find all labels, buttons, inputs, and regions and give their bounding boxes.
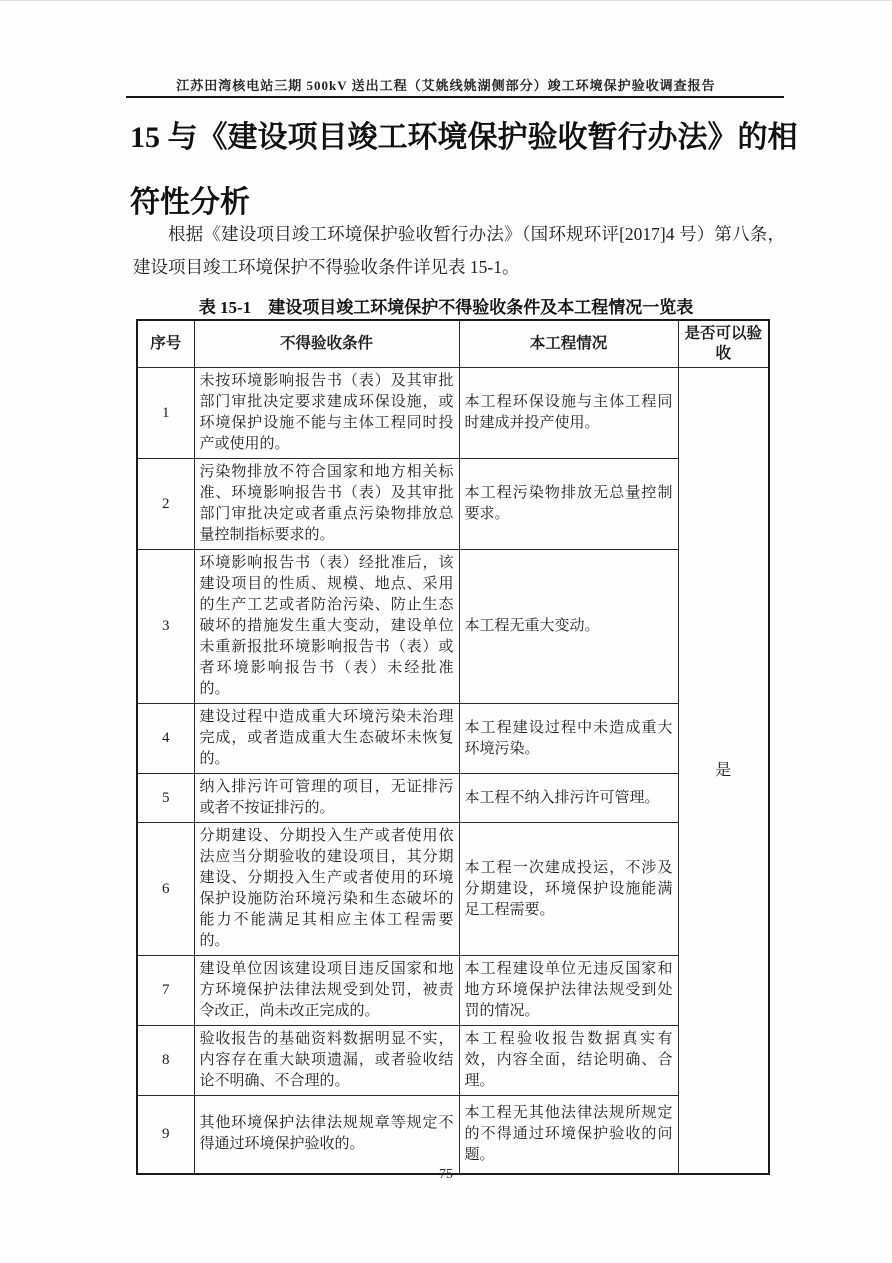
compliance-table	[136, 319, 770, 1175]
page-title: 15 与《建设项目竣工环境保护验收暂行办法》的相符性分析	[130, 121, 798, 219]
col-header-verdict: 是否可以验收	[678, 320, 769, 368]
condition-cell: 未按环境影响报告书（表）及其审批部门审批决定要求建成环保设施，或环境保护设施不能与主体工程同时投产或使用的。	[194, 368, 459, 459]
row-number: 1	[137, 368, 194, 459]
situation-cell: 本工程污染物排放无总量控制要求。	[459, 459, 678, 550]
row-number: 6	[137, 823, 194, 956]
condition-cell: 纳入排污许可管理的项目，无证排污或者不按证排污的。	[194, 774, 459, 823]
row-number: 3	[137, 550, 194, 704]
col-header-situation: 本工程情况	[459, 320, 678, 368]
condition-cell: 验收报告的基础资料数据明显不实，内容存在重大缺项遗漏，或者验收结论不明确、不合理的。	[194, 1026, 459, 1096]
situation-cell: 本工程无其他法律法规所规定的不得通过环境保护验收的问题。	[459, 1096, 678, 1174]
situation-cell: 本工程建设过程中未造成重大环境污染。	[459, 704, 678, 774]
row-number: 8	[137, 1026, 194, 1096]
condition-cell: 环境影响报告书（表）经批准后，该建设项目的性质、规模、地点、采用的生产工艺或者防治污染、防止生态破坏的措施发生重大变动，建设单位未重新报批环境影响报告书（表）或者环境影响报告书（表）未经批准的。	[194, 550, 459, 704]
situation-cell: 本工程无重大变动。	[459, 550, 678, 704]
condition-cell: 建设过程中造成重大环境污染未治理完成，或者造成重大生态破坏未恢复的。	[194, 704, 459, 774]
table-row	[137, 774, 769, 823]
situation-cell: 本工程建设单位无违反国家和地方环境保护法律法规受到处罚的情况。	[459, 956, 678, 1026]
condition-cell: 分期建设、分期投入生产或者使用依法应当分期验收的建设项目，其分期建设、分期投入生产或者使用的环境保护设施防治环境污染和生态破坏的能力不能满足其相应主体工程需要的。	[194, 823, 459, 956]
col-header-condition: 不得验收条件	[194, 320, 459, 368]
row-number: 5	[137, 774, 194, 823]
table-caption: 表 15-1 建设项目竣工环境保护不得验收条件及本工程情况一览表	[198, 298, 694, 317]
row-number: 7	[137, 956, 194, 1026]
table-row	[137, 1096, 769, 1174]
running-header: 江苏田湾核电站三期 500kV 送出工程（艾姚线姚湖侧部分）竣工环境保护验收调查报告	[176, 78, 716, 93]
situation-cell: 本工程一次建成投运，不涉及分期建设，环境保护设施能满足工程需要。	[459, 823, 678, 956]
situation-cell: 本工程环保设施与主体工程同时建成并投产使用。	[459, 368, 678, 459]
condition-cell: 其他环境保护法律法规规章等规定不得通过环境保护验收的。	[194, 1096, 459, 1174]
condition-cell: 污染物排放不符合国家和地方相关标准、环境影响报告书（表）及其审批部门审批决定或者重点污染物排放总量控制指标要求的。	[194, 459, 459, 550]
situation-cell: 本工程验收报告数据真实有效，内容全面，结论明确、合理。	[459, 1026, 678, 1096]
col-header-index: 序号	[137, 320, 194, 368]
table-row	[137, 1026, 769, 1096]
table-row	[137, 550, 769, 704]
row-number: 2	[137, 459, 194, 550]
verdict-cell: 是	[678, 368, 769, 1174]
situation-cell: 本工程不纳入排污许可管理。	[459, 774, 678, 823]
intro-paragraph: 根据《建设项目竣工环境保护验收暂行办法》（国环规环评[2017]4 号）第八条，建设项目竣工环境保护不得验收条件详见表 15-1。	[133, 224, 785, 277]
table-row	[137, 956, 769, 1026]
table-row	[137, 368, 769, 459]
condition-cell: 建设单位因该建设项目违反国家和地方环境保护法律法规受到处罚，被责令改正，尚未改正完成的。	[194, 956, 459, 1026]
table-row	[137, 704, 769, 774]
table-header-row	[137, 320, 769, 368]
table-row	[137, 459, 769, 550]
row-number: 4	[137, 704, 194, 774]
header-divider	[126, 96, 784, 98]
table-row	[137, 823, 769, 956]
row-number: 9	[137, 1096, 194, 1174]
page-number: 75	[439, 1167, 453, 1182]
